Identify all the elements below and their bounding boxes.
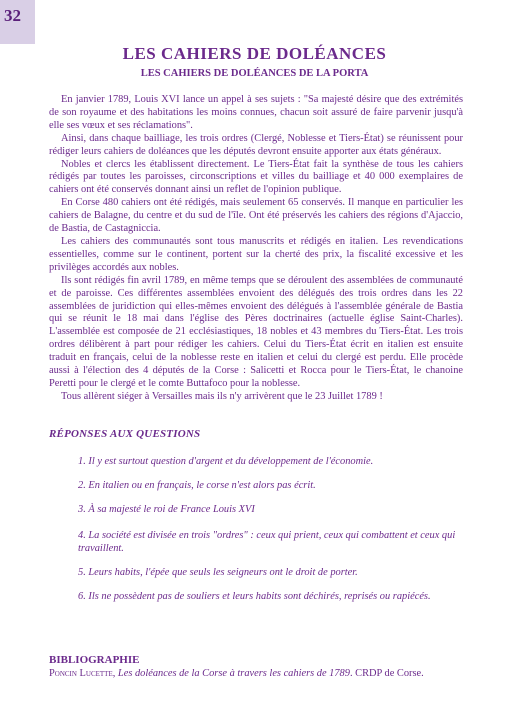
paragraph: Nobles et clercs les établissent directement. Le Tiers-État fait la synthèse de tous les cahiers rédigés par toutes les paroisses, circonscriptions et villes du bailliage et 40 000 exemplaires de cahiers ont été conservés donnant ainsi un reflet de l'opinion publique. <box>49 158 463 196</box>
responses-heading: RÉPONSES AUX QUESTIONS <box>49 428 201 440</box>
page-subtitle: LES CAHIERS DE DOLÉANCES DE LA PORTA <box>140 68 369 79</box>
bibliography-author: Poncin Lucette <box>49 668 113 679</box>
bibliography-heading: BIBLIOGRAPHIE <box>49 654 140 666</box>
page-number: 32 <box>4 6 21 25</box>
response-item: 5. Leurs habits, l'épée que seuls les seigneurs ont le droit de porter. <box>78 567 358 578</box>
response-item: 6. Ils ne possèdent pas de souliers et leurs habits sont déchirés, reprisés ou rapiécés. <box>78 591 431 602</box>
paragraph: En Corse 480 cahiers ont été rédigés, mais seulement 65 conservés. Il manque en particulier les cahiers de Balagne, du centre et du sud de l'île. Ont été préservés les cahiers des régions d'Ajaccio, de Bastia, de Castagniccia. <box>49 197 463 235</box>
page-title: LES CAHIERS DE DOLÉANCES <box>122 44 387 63</box>
response-item: 4. La société est divisée en trois "ordres" : ceux qui prient, ceux qui combattent et ceux qui travaillent. <box>78 530 456 554</box>
bibliography-entry <box>49 668 479 679</box>
paragraph: Tous allèrent siéger à Versailles mais ils n'y arrivèrent que le 23 Juillet 1789 ! <box>61 390 383 402</box>
paragraph: Ils sont rédigés fin avril 1789, en même temps que se déroulent des assemblées de communauté et de paroisse. Ces différentes assemblées envoient des délégués des trois ordres dans les 22 assemblées de juridiction qui elles-mêmes envoient des délégués à l'assemblée générale de Bastia qui se réunit le 18 mai dans l'église des Pères doctrinaires (actuelle église Saint-Charles). L'assemblée est composée de 21 ecclésiastiques, 18 nobles et 43 membres du Tiers-État. Les trois ordres délibèrent à part pour rédiger les cahiers. Celui du Tiers-État écrit en italien est ensuite traduit en français, celui de la noblesse reste en italien et celui du clergé est perdu. Elle procède aussi à l'élection des 4 députés de la Corse : Salicetti et Rocca pour le Tiers-État, le chanoine Peretti pour le clergé et le comte Buttafoco pour la noblesse. <box>49 274 463 389</box>
response-item: 2. En italien ou en français, le corse n'est alors pas écrit. <box>78 480 316 491</box>
response-item: 3. À sa majesté le roi de France Louis XVI <box>78 504 255 515</box>
bibliography-book-title: Les doléances de la Corse à travers les cahiers de 1789 <box>117 668 350 679</box>
response-item: 1. Il y est surtout question d'argent et du développement de l'économie. <box>78 456 374 467</box>
paragraph: Les cahiers des communautés sont tous manuscrits et rédigés en italien. Les revendications essentielles, comme sur le continent, portent sur la cherté des prix, la fiscalité excessive et les privilèges accordés aux nobles. <box>49 235 463 273</box>
article-body <box>49 94 463 404</box>
paragraph: En janvier 1789, Louis XVI lance un appel à ses sujets : "Sa majesté désire que des extrémités de son royaume et des habitations les moins connues, chacun soit assuré de faire parvenir jusqu'à elle ses vœux et ses réclamations". <box>49 94 463 131</box>
bibliography-separator: , <box>112 668 118 679</box>
bibliography-publisher: . CRDP de Corse. <box>349 668 424 679</box>
page-number-box <box>0 0 35 44</box>
paragraph: Ainsi, dans chaque bailliage, les trois ordres (Clergé, Noblesse et Tiers-État) se réunissent pour rédiger leurs cahiers de doléances que les députés devront ensuite apporter aux états généraux. <box>49 132 463 157</box>
